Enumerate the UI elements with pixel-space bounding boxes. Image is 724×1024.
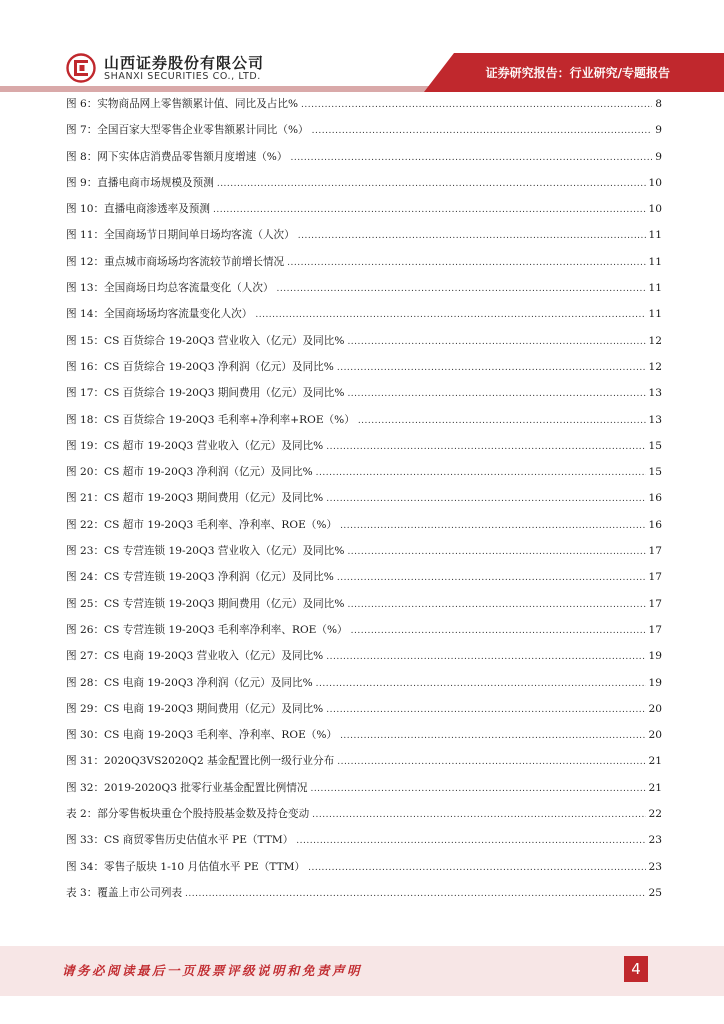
toc-entry[interactable] bbox=[66, 753, 662, 779]
toc-entry-label: 图 6：实物商品网上零售额累计值、同比及占比% bbox=[66, 98, 299, 110]
toc-entry-label: 图 28：CS 电商 19-20Q3 净利润（亿元）及同比% bbox=[66, 676, 313, 689]
toc-entry-label: 图 14：全国商场场均客流量变化人次） bbox=[66, 308, 253, 321]
toc-leader-dots bbox=[301, 100, 652, 110]
toc-entry-label: 图 7：全国百家大型零售企业零售额累计同比（%） bbox=[66, 124, 309, 137]
toc-entry-page: 9 bbox=[655, 124, 662, 137]
toc-entry-page: 12 bbox=[648, 360, 662, 373]
toc-entry-label: 表 2：部分零售板块重仓个股持股基金数及持仓变动 bbox=[66, 808, 310, 821]
toc-entry[interactable] bbox=[66, 885, 662, 911]
toc-entry[interactable] bbox=[66, 359, 662, 385]
toc-entry-page: 25 bbox=[648, 886, 662, 899]
toc-entry-label: 图 22：CS 超市 19-20Q3 毛利率、净利率、ROE（%） bbox=[66, 518, 338, 531]
toc-entry-page: 11 bbox=[648, 308, 662, 321]
toc-entry-label: 图 30：CS 电商 19-20Q3 毛利率、净利率、ROE（%） bbox=[66, 729, 338, 742]
toc-entry-page: 11 bbox=[648, 282, 662, 295]
toc-entry-label: 图 31：2020Q3VS2020Q2 基金配置比例一级行业分布 bbox=[66, 755, 335, 768]
toc-entry-label: 图 9：直播电商市场规模及预测 bbox=[66, 176, 214, 189]
toc-entry[interactable] bbox=[66, 832, 662, 858]
toc-entry-page: 16 bbox=[648, 518, 662, 531]
toc-entry-page: 21 bbox=[648, 781, 662, 794]
toc-entry-label: 图 21：CS 超市 19-20Q3 期间费用（亿元）及同比% bbox=[66, 492, 324, 505]
toc-leader-dots bbox=[316, 679, 646, 689]
shanxi-securities-logo-icon bbox=[66, 53, 96, 83]
toc-leader-dots bbox=[217, 179, 646, 189]
toc-leader-dots bbox=[358, 416, 646, 426]
toc-entry-label: 图 33：CS 商贸零售历史估值水平 PE（TTM） bbox=[66, 834, 294, 847]
toc-entry[interactable] bbox=[66, 201, 662, 227]
toc-entry-page: 10 bbox=[648, 203, 662, 216]
toc-entry[interactable] bbox=[66, 490, 662, 516]
page-header bbox=[0, 0, 724, 92]
toc-entry-label: 图 18：CS 百货综合 19-20Q3 毛利率+净利率+ROE（%） bbox=[66, 413, 355, 426]
toc-entry[interactable] bbox=[66, 464, 662, 490]
toc-entry[interactable] bbox=[66, 543, 662, 569]
toc-entry-label: 图 8：网下实体店消费品零售额月度增速（%） bbox=[66, 150, 288, 163]
toc-entry-label: 图 27：CS 电商 19-20Q3 营业收入（亿元）及同比% bbox=[66, 650, 324, 663]
toc-entry-page: 17 bbox=[648, 571, 662, 584]
toc-entry-label: 图 20：CS 超市 19-20Q3 净利润（亿元）及同比% bbox=[66, 466, 313, 479]
toc-entry[interactable] bbox=[66, 385, 662, 411]
disclaimer-note: 请务必阅读最后一页股票评级说明和免责声明 bbox=[62, 963, 363, 978]
toc-entry[interactable] bbox=[66, 412, 662, 438]
toc-entry-page: 15 bbox=[648, 439, 662, 452]
table-of-figures bbox=[66, 96, 662, 911]
toc-leader-dots bbox=[298, 231, 646, 241]
toc-entry-label: 图 26：CS 专营连锁 19-20Q3 毛利率净利率、ROE（%） bbox=[66, 623, 348, 636]
toc-entry-page: 13 bbox=[648, 387, 662, 400]
toc-entry[interactable] bbox=[66, 648, 662, 674]
toc-leader-dots bbox=[277, 284, 646, 294]
toc-leader-dots bbox=[312, 126, 653, 136]
toc-leader-dots bbox=[185, 889, 645, 899]
toc-leader-dots bbox=[308, 863, 645, 873]
toc-leader-dots bbox=[340, 521, 645, 531]
toc-entry-page: 10 bbox=[648, 176, 662, 189]
toc-entry[interactable] bbox=[66, 254, 662, 280]
toc-entry-label: 图 16：CS 百货综合 19-20Q3 净利润（亿元）及同比% bbox=[66, 360, 334, 373]
toc-entry-page: 21 bbox=[648, 755, 662, 768]
toc-entry[interactable] bbox=[66, 780, 662, 806]
toc-leader-dots bbox=[326, 442, 645, 452]
toc-leader-dots bbox=[290, 153, 652, 163]
toc-entry-page: 8 bbox=[655, 98, 662, 110]
toc-entry[interactable] bbox=[66, 701, 662, 727]
toc-leader-dots bbox=[287, 258, 645, 268]
toc-entry-page: 20 bbox=[648, 702, 662, 715]
company-name-en: SHANXI SECURITIES CO., LTD. bbox=[104, 71, 261, 82]
toc-entry[interactable] bbox=[66, 280, 662, 306]
toc-entry-page: 12 bbox=[648, 334, 662, 347]
toc-entry-label: 图 32：2019-2020Q3 批零行业基金配置比例情况 bbox=[66, 781, 308, 794]
toc-entry[interactable] bbox=[66, 727, 662, 753]
toc-entry[interactable] bbox=[66, 438, 662, 464]
toc-entry[interactable] bbox=[66, 333, 662, 359]
toc-entry-label: 图 34：零售子版块 1-10 月估值水平 PE（TTM） bbox=[66, 860, 306, 873]
toc-entry[interactable] bbox=[66, 675, 662, 701]
toc-entry[interactable] bbox=[66, 175, 662, 201]
toc-leader-dots bbox=[347, 389, 645, 399]
toc-entry-label: 图 15：CS 百货综合 19-20Q3 营业收入（亿元）及同比% bbox=[66, 334, 345, 347]
toc-leader-dots bbox=[255, 310, 645, 320]
toc-entry[interactable] bbox=[66, 859, 662, 885]
toc-entry[interactable] bbox=[66, 149, 662, 175]
toc-entry-page: 9 bbox=[655, 150, 662, 163]
toc-entry[interactable] bbox=[66, 569, 662, 595]
toc-entry[interactable] bbox=[66, 517, 662, 543]
toc-entry-page: 11 bbox=[648, 255, 662, 268]
toc-leader-dots bbox=[316, 468, 646, 478]
toc-entry-label: 图 25：CS 专营连锁 19-20Q3 期间费用（亿元）及同比% bbox=[66, 597, 345, 610]
report-type-label: 证券研究报告：行业研究/专题报告 bbox=[485, 66, 670, 80]
toc-entry-label: 图 11：全国商场节日期间单日场均客流（人次） bbox=[66, 229, 295, 242]
toc-entry[interactable] bbox=[66, 622, 662, 648]
toc-entry-page: 13 bbox=[648, 413, 662, 426]
toc-entry[interactable] bbox=[66, 306, 662, 332]
toc-entry-label: 图 12：重点城市商场场均客流较节前增长情况 bbox=[66, 255, 285, 268]
toc-entry-label: 图 17：CS 百货综合 19-20Q3 期间费用（亿元）及同比% bbox=[66, 387, 345, 400]
toc-leader-dots bbox=[337, 757, 645, 767]
toc-entry-label: 图 29：CS 电商 19-20Q3 期间费用（亿元）及同比% bbox=[66, 702, 324, 715]
toc-entry-page: 22 bbox=[648, 808, 662, 821]
toc-entry-page: 17 bbox=[648, 545, 662, 558]
toc-entry-page: 16 bbox=[648, 492, 662, 505]
toc-entry-page: 15 bbox=[648, 466, 662, 479]
toc-leader-dots bbox=[312, 810, 645, 820]
toc-entry-page: 23 bbox=[648, 834, 662, 847]
toc-entry-label: 图 10：直播电商渗透率及预测 bbox=[66, 203, 210, 216]
toc-leader-dots bbox=[310, 784, 645, 794]
toc-leader-dots bbox=[347, 337, 645, 347]
toc-leader-dots bbox=[213, 205, 646, 215]
toc-leader-dots bbox=[337, 363, 646, 373]
toc-entry[interactable] bbox=[66, 806, 662, 832]
toc-leader-dots bbox=[337, 573, 646, 583]
toc-entry-page: 20 bbox=[648, 729, 662, 742]
toc-entry-page: 23 bbox=[648, 860, 662, 873]
toc-entry-page: 19 bbox=[648, 650, 662, 663]
toc-entry-page: 19 bbox=[648, 676, 662, 689]
toc-entry[interactable] bbox=[66, 227, 662, 253]
toc-leader-dots bbox=[326, 494, 645, 504]
toc-leader-dots bbox=[347, 547, 645, 557]
toc-leader-dots bbox=[340, 731, 645, 741]
toc-entry-label: 图 24：CS 专营连锁 19-20Q3 净利润（亿元）及同比% bbox=[66, 571, 334, 584]
toc-leader-dots bbox=[326, 705, 645, 715]
toc-entry-page: 11 bbox=[648, 229, 662, 242]
toc-entry-label: 图 19：CS 超市 19-20Q3 营业收入（亿元）及同比% bbox=[66, 439, 324, 452]
toc-leader-dots bbox=[296, 836, 645, 846]
toc-leader-dots bbox=[326, 652, 645, 662]
toc-entry[interactable] bbox=[66, 596, 662, 622]
toc-entry-label: 图 23：CS 专营连锁 19-20Q3 营业收入（亿元）及同比% bbox=[66, 545, 345, 558]
company-name-cn: 山西证券股份有限公司 bbox=[104, 54, 265, 72]
toc-entry-label: 表 3：覆盖上市公司列表 bbox=[66, 886, 183, 899]
page-number: 4 bbox=[624, 956, 648, 982]
toc-entry-page: 17 bbox=[648, 623, 662, 636]
toc-leader-dots bbox=[347, 600, 645, 610]
toc-entry-page: 17 bbox=[648, 597, 662, 610]
toc-entry[interactable] bbox=[66, 96, 662, 122]
toc-entry-label: 图 13：全国商场日均总客流量变化（人次） bbox=[66, 282, 274, 295]
toc-entry[interactable] bbox=[66, 122, 662, 148]
toc-leader-dots bbox=[351, 626, 646, 636]
